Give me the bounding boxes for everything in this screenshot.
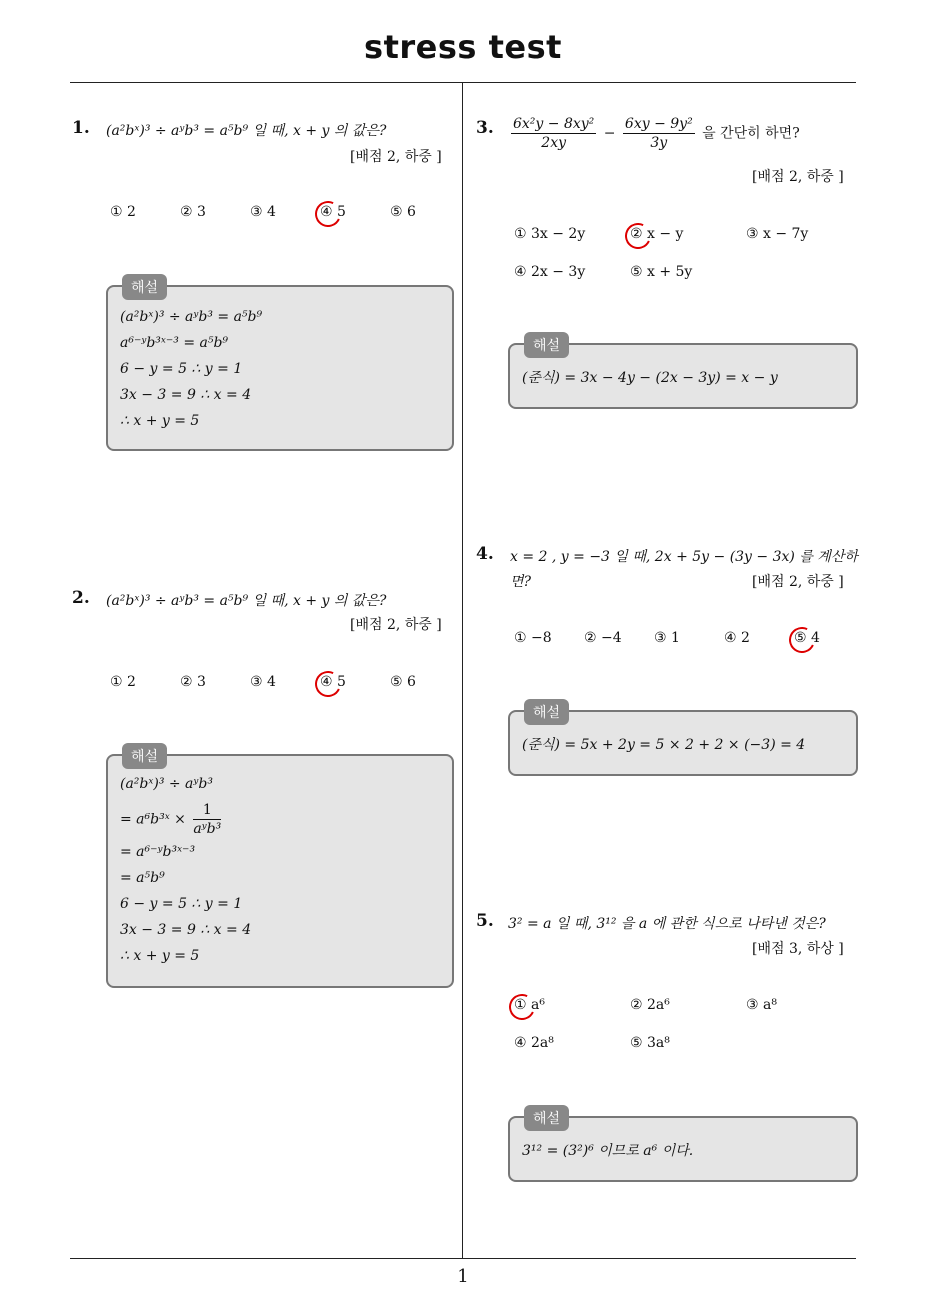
solution-box (508, 705, 858, 776)
page-title: stress test (364, 28, 562, 66)
solution-line: (a²bˣ)³ ÷ aʸb³ (120, 776, 213, 792)
solution-box (106, 280, 454, 451)
solution-line: ∴ x + y = 5 (120, 413, 200, 429)
score-label: [배점 2, 하중 ] (752, 169, 844, 185)
question-text: (a²bˣ)³ ÷ aʸb³ = a⁵b⁹ 일 때, x + y 의 값은? (106, 593, 387, 609)
fraction: $\frac{1}{\text{aʸb³}}$ (193, 802, 222, 837)
choice-5[interactable]: ⑤ 4 (794, 630, 820, 646)
solution-line: (준식) = 5x + 2y = 5 × 2 + 2 × (−3) = 4 (522, 737, 806, 753)
choice-2[interactable]: ② −4 (584, 630, 622, 646)
choice-4[interactable]: ④ 2 (724, 630, 750, 646)
question-number: 1. (72, 118, 90, 138)
choice-1[interactable]: ① 2 (110, 204, 136, 220)
choice-2[interactable]: ② x − y (630, 226, 683, 242)
solution-line: (a²bˣ)³ ÷ aʸb³ = a⁵b⁹ (120, 309, 263, 325)
choice-1[interactable]: ① 3x − 2y (514, 226, 586, 242)
choice-3[interactable]: ③ x − 7y (746, 226, 809, 242)
column-divider (462, 83, 463, 1258)
choice-4[interactable]: ④ 2a⁸ (514, 1035, 554, 1051)
choice-3[interactable]: ③ 4 (250, 204, 276, 220)
question-text: 3² = a 일 때, 3¹² 을 a 에 관한 식으로 나타낸 것은? (508, 916, 826, 932)
solution-line: = a⁶⁻ʸb³ˣ⁻³ (120, 844, 196, 860)
choice-4[interactable]: ④ 2x − 3y (514, 264, 586, 280)
fraction: $\frac{\text{6x²y − 8xy²}}{2xy}$ (513, 116, 595, 151)
choice-3[interactable]: ③ 1 (654, 630, 680, 646)
solution-tag: 해설 (524, 332, 569, 358)
page-number: 1 (457, 1266, 469, 1287)
solution-line: a⁶⁻ʸb³ˣ⁻³ = a⁵b⁹ (120, 335, 229, 351)
solution-line: 3x − 3 = 9 ∴ x = 4 (120, 922, 252, 938)
choice-1[interactable]: ① 2 (110, 674, 136, 690)
solution-tag: 해설 (524, 1105, 569, 1131)
solution-line: (준식) = 3x − 4y − (2x − 3y) = x − y (522, 370, 778, 386)
choice-5[interactable]: ⑤ 3a⁸ (630, 1035, 670, 1051)
question-number: 3. (476, 118, 494, 138)
solution-line: ∴ x + y = 5 (120, 948, 200, 964)
choice-3[interactable]: ③ 4 (250, 674, 276, 690)
bottom-rule (70, 1258, 856, 1259)
answer-circle (311, 667, 344, 700)
solution-tag: 해설 (122, 274, 167, 300)
score-label: [배점 2, 하중 ] (350, 149, 442, 165)
question-number: 5. (476, 911, 494, 931)
solution-tag: 해설 (122, 743, 167, 769)
choice-2[interactable]: ② 3 (180, 204, 206, 220)
choice-3[interactable]: ③ a⁸ (746, 997, 777, 1013)
answer-circle (621, 219, 654, 252)
solution-box (106, 749, 454, 988)
solution-line: = a⁶b³ˣ × $\frac{1}{\text{aʸb³}}$ (120, 802, 222, 837)
choice-5[interactable]: ⑤ 6 (390, 204, 416, 220)
question-text-continued: 면? (510, 574, 532, 590)
solution-line: 3¹² = (3²)⁶ 이므로 a⁶ 이다. (522, 1143, 694, 1159)
choice-2[interactable]: ② 2a⁶ (630, 997, 670, 1013)
answer-circle (505, 990, 538, 1023)
fraction: $\frac{\text{6xy − 9y²}}{3y}$ (624, 116, 693, 151)
choice-5[interactable]: ⑤ 6 (390, 674, 416, 690)
solution-line: 6 − y = 5 ∴ y = 1 (120, 361, 243, 377)
score-label: [배점 2, 하중 ] (350, 617, 442, 633)
choice-1[interactable]: ① −8 (514, 630, 552, 646)
score-label: [배점 3, 하상 ] (752, 941, 844, 957)
top-rule (70, 82, 856, 83)
question-text: $\frac{\text{6x²y − 8xy²}}{2xy}$ − $\frac{\text{6xy − 9y²}}{3y}$ 을 간단히 하면? (513, 116, 800, 151)
choice-2[interactable]: ② 3 (180, 674, 206, 690)
solution-line: 3x − 3 = 9 ∴ x = 4 (120, 387, 252, 403)
solution-line: 6 − y = 5 ∴ y = 1 (120, 896, 243, 912)
solution-tag: 해설 (524, 699, 569, 725)
solution-box (508, 338, 858, 409)
choice-4[interactable]: ④ 5 (320, 674, 346, 690)
score-label: [배점 2, 하중 ] (752, 574, 844, 590)
choice-4[interactable]: ④ 5 (320, 204, 346, 220)
answer-circle (311, 197, 344, 230)
choice-5[interactable]: ⑤ x + 5y (630, 264, 693, 280)
question-number: 4. (476, 544, 494, 564)
choice-1[interactable]: ① a⁶ (514, 997, 545, 1013)
solution-box (508, 1111, 858, 1182)
solution-line: = a⁵b⁹ (120, 870, 165, 886)
answer-circle (785, 623, 818, 656)
question-text: x = 2 , y = −3 일 때, 2x + 5y − (3y − 3x) 를 계산하 (510, 549, 858, 565)
question-text: (a²bˣ)³ ÷ aʸb³ = a⁵b⁹ 일 때, x + y 의 값은? (106, 123, 387, 139)
question-number: 2. (72, 588, 90, 608)
